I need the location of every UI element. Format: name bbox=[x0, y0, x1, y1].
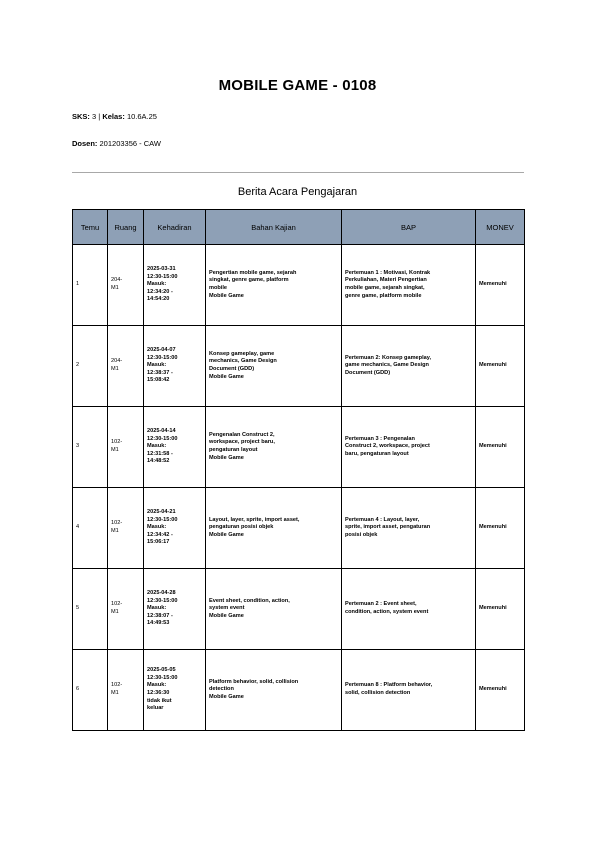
cell-bap bbox=[342, 569, 476, 650]
course-info bbox=[72, 112, 157, 121]
ruang-line: M1 bbox=[111, 447, 119, 453]
kelas-value: 10.6A.25 bbox=[126, 112, 157, 121]
header-temu: Temu bbox=[73, 210, 108, 245]
bap-line: Pertemuan 8 : Platform behavior, bbox=[345, 682, 433, 689]
bahan-line: Mobile Game bbox=[209, 454, 244, 461]
ruang-line: M1 bbox=[111, 528, 119, 534]
bap-line: Construct 2, workspace, project bbox=[345, 443, 430, 450]
section-title: Berita Acara Pengajaran bbox=[237, 186, 358, 198]
bap-line: condition, action, system event bbox=[345, 609, 429, 615]
table-row bbox=[73, 650, 525, 731]
header-ruang: Ruang bbox=[108, 210, 144, 245]
cell-ruang bbox=[108, 488, 144, 569]
bahan-line: workspace, project baru, bbox=[209, 439, 275, 446]
table-row bbox=[73, 569, 525, 650]
bahan-line: Mobile Game bbox=[209, 612, 244, 619]
bahan-line: Mobile Game bbox=[209, 531, 244, 538]
kehadiran-line: keluar bbox=[147, 705, 164, 712]
kehadiran-line: 12:34:42 - bbox=[147, 531, 173, 538]
bahan-line: Konsep gameplay, game bbox=[209, 350, 275, 357]
bahan-line: Pengertian mobile game, sejarah bbox=[209, 269, 297, 276]
kehadiran-line: Masuk: bbox=[147, 443, 167, 450]
header-monev: MONEV bbox=[476, 210, 525, 245]
ruang-line: 204- bbox=[111, 358, 123, 365]
cell-temu: 3 bbox=[73, 407, 108, 488]
cell-kehadiran bbox=[144, 326, 206, 407]
cell-bap bbox=[342, 326, 476, 407]
bahan-line: Mobile Game bbox=[209, 373, 244, 380]
cell-bap bbox=[342, 650, 476, 731]
bap-line: Document (GDD) bbox=[345, 369, 391, 376]
bahan-line: Layout, layer, sprite, import asset, bbox=[209, 516, 300, 523]
ruang-line: M1 bbox=[111, 690, 119, 696]
teaching-record-table bbox=[72, 209, 525, 731]
cell-ruang bbox=[108, 326, 144, 407]
cell-monev: Memenuhi bbox=[476, 569, 525, 650]
cell-ruang bbox=[108, 407, 144, 488]
lecturer-info bbox=[72, 139, 161, 148]
bap-line: sprite, import asset, pengaturan bbox=[345, 524, 431, 531]
bahan-line: Pengenalan Construct 2, bbox=[209, 431, 275, 438]
cell-bap bbox=[342, 407, 476, 488]
kehadiran-line: 15:08:42 bbox=[147, 377, 170, 384]
bahan-line: Document (GDD) bbox=[209, 366, 255, 372]
cell-monev: Memenuhi bbox=[476, 326, 525, 407]
bap-line: Pertemuan 2 : Event sheet, bbox=[345, 601, 417, 608]
kehadiran-line: 2025-04-21 bbox=[147, 509, 176, 516]
table-row bbox=[73, 326, 525, 407]
ruang-line: 102- bbox=[111, 520, 123, 527]
course-title: MOBILE GAME - 0108 bbox=[218, 77, 377, 94]
cell-ruang bbox=[108, 650, 144, 731]
kehadiran-line: 2025-05-05 bbox=[147, 667, 176, 674]
cell-monev: Memenuhi bbox=[476, 407, 525, 488]
bap-line: genre game, platform mobile bbox=[345, 292, 422, 299]
kehadiran-line: 12:30-15:00 bbox=[147, 354, 178, 361]
kehadiran-line: 12:30-15:00 bbox=[147, 516, 178, 523]
cell-ruang bbox=[108, 569, 144, 650]
table-body bbox=[73, 245, 525, 731]
bap-line: solid, collision detection bbox=[345, 690, 411, 696]
ruang-line: M1 bbox=[111, 366, 119, 372]
ruang-line: 102- bbox=[111, 682, 123, 689]
kehadiran-line: 12:30-15:00 bbox=[147, 435, 178, 442]
cell-monev: Memenuhi bbox=[476, 650, 525, 731]
bahan-line: system event bbox=[209, 605, 245, 612]
cell-kehadiran bbox=[144, 245, 206, 326]
cell-ruang bbox=[108, 245, 144, 326]
bap-line: Pertemuan 4 : Layout, layer, bbox=[345, 516, 420, 523]
kelas-label: Kelas: bbox=[102, 112, 125, 121]
kehadiran-line: tidak ikut bbox=[147, 697, 172, 704]
cell-kehadiran bbox=[144, 488, 206, 569]
bap-line: baru, pengaturan layout bbox=[345, 450, 409, 457]
table-row bbox=[73, 245, 525, 326]
ruang-line: M1 bbox=[111, 285, 119, 291]
kehadiran-line: 2025-04-14 bbox=[147, 428, 176, 435]
bap-line: posisi objek bbox=[345, 531, 378, 538]
bahan-line: Event sheet, condition, action, bbox=[209, 597, 290, 604]
kehadiran-line: 12:31:58 - bbox=[147, 450, 173, 457]
table-row bbox=[73, 407, 525, 488]
cell-kehadiran bbox=[144, 569, 206, 650]
table-row bbox=[73, 488, 525, 569]
kehadiran-line: 2025-04-28 bbox=[147, 590, 176, 597]
bahan-line: mobile bbox=[209, 285, 228, 291]
bahan-line: Platform behavior, solid, collision bbox=[209, 678, 299, 685]
header-bahan-kajian: Bahan Kajian bbox=[206, 210, 342, 245]
bahan-line: pengaturan layout bbox=[209, 447, 258, 453]
ruang-line: 204- bbox=[111, 277, 123, 284]
divider bbox=[72, 172, 524, 173]
kehadiran-line: 2025-03-31 bbox=[147, 266, 176, 273]
kehadiran-line: 2025-04-07 bbox=[147, 347, 176, 354]
sks-value: 3 bbox=[92, 112, 97, 121]
kehadiran-line: 12:38:37 - bbox=[147, 369, 173, 376]
ruang-line: 102- bbox=[111, 601, 123, 608]
cell-bahan-kajian bbox=[206, 326, 342, 407]
cell-bahan-kajian bbox=[206, 569, 342, 650]
kehadiran-line: Masuk: bbox=[147, 281, 167, 288]
header-kehadiran: Kehadiran bbox=[144, 210, 206, 245]
kehadiran-line: 12:34:20 - bbox=[147, 288, 173, 295]
bahan-line: Mobile Game bbox=[209, 693, 244, 700]
bahan-line: mechanics, Game Design bbox=[209, 358, 277, 365]
cell-bahan-kajian bbox=[206, 407, 342, 488]
kehadiran-line: 12:38:07 - bbox=[147, 612, 173, 619]
cell-bahan-kajian bbox=[206, 245, 342, 326]
bap-line: game mechanics, Game Design bbox=[345, 362, 429, 369]
cell-bap bbox=[342, 245, 476, 326]
bahan-line: singkat, genre game, platform bbox=[209, 277, 289, 284]
kehadiran-line: Masuk: bbox=[147, 362, 167, 369]
dosen-value: 201203356 - CAW bbox=[99, 139, 161, 148]
cell-kehadiran bbox=[144, 407, 206, 488]
bap-line: Pertemuan 3 : Pengenalan bbox=[345, 435, 415, 442]
cell-bahan-kajian bbox=[206, 488, 342, 569]
kehadiran-line: 12:30-15:00 bbox=[147, 674, 178, 681]
bap-line: Perkuliahan, Materi Pengertian bbox=[345, 277, 427, 284]
cell-monev: Memenuhi bbox=[476, 488, 525, 569]
cell-monev: Memenuhi bbox=[476, 245, 525, 326]
cell-temu: 5 bbox=[73, 569, 108, 650]
bahan-line: pengaturan posisi objek bbox=[209, 524, 274, 531]
bap-line: Pertemuan 1 : Motivasi, Kontrak bbox=[345, 269, 431, 276]
cell-temu: 1 bbox=[73, 245, 108, 326]
cell-temu: 6 bbox=[73, 650, 108, 731]
bahan-line: detection bbox=[209, 686, 234, 693]
kehadiran-line: Masuk: bbox=[147, 682, 167, 689]
bap-line: mobile game, sejarah singkat, bbox=[345, 285, 425, 291]
kehadiran-line: Masuk: bbox=[147, 524, 167, 531]
kehadiran-line: 12:36:30 bbox=[147, 690, 170, 696]
separator: | bbox=[98, 112, 101, 121]
bahan-line: Mobile Game bbox=[209, 292, 244, 299]
kehadiran-line: 14:54:20 bbox=[147, 296, 170, 303]
kehadiran-line: 12:30-15:00 bbox=[147, 273, 178, 280]
cell-temu: 4 bbox=[73, 488, 108, 569]
ruang-line: 102- bbox=[111, 439, 123, 446]
ruang-line: M1 bbox=[111, 609, 119, 615]
cell-kehadiran bbox=[144, 650, 206, 731]
bap-line: Pertemuan 2: Konsep gameplay, bbox=[345, 354, 432, 361]
kehadiran-line: 12:30-15:00 bbox=[147, 597, 178, 604]
kehadiran-line: 15:06:17 bbox=[147, 539, 170, 546]
cell-bap bbox=[342, 488, 476, 569]
cell-temu: 2 bbox=[73, 326, 108, 407]
dosen-label: Dosen: bbox=[72, 139, 98, 148]
kehadiran-line: Masuk: bbox=[147, 605, 167, 612]
header-bap: BAP bbox=[342, 210, 476, 245]
kehadiran-line: 14:49:53 bbox=[147, 620, 170, 627]
sks-label: SKS: bbox=[72, 112, 90, 121]
cell-bahan-kajian bbox=[206, 650, 342, 731]
kehadiran-line: 14:48:52 bbox=[147, 458, 170, 465]
table-header-row bbox=[73, 210, 525, 245]
